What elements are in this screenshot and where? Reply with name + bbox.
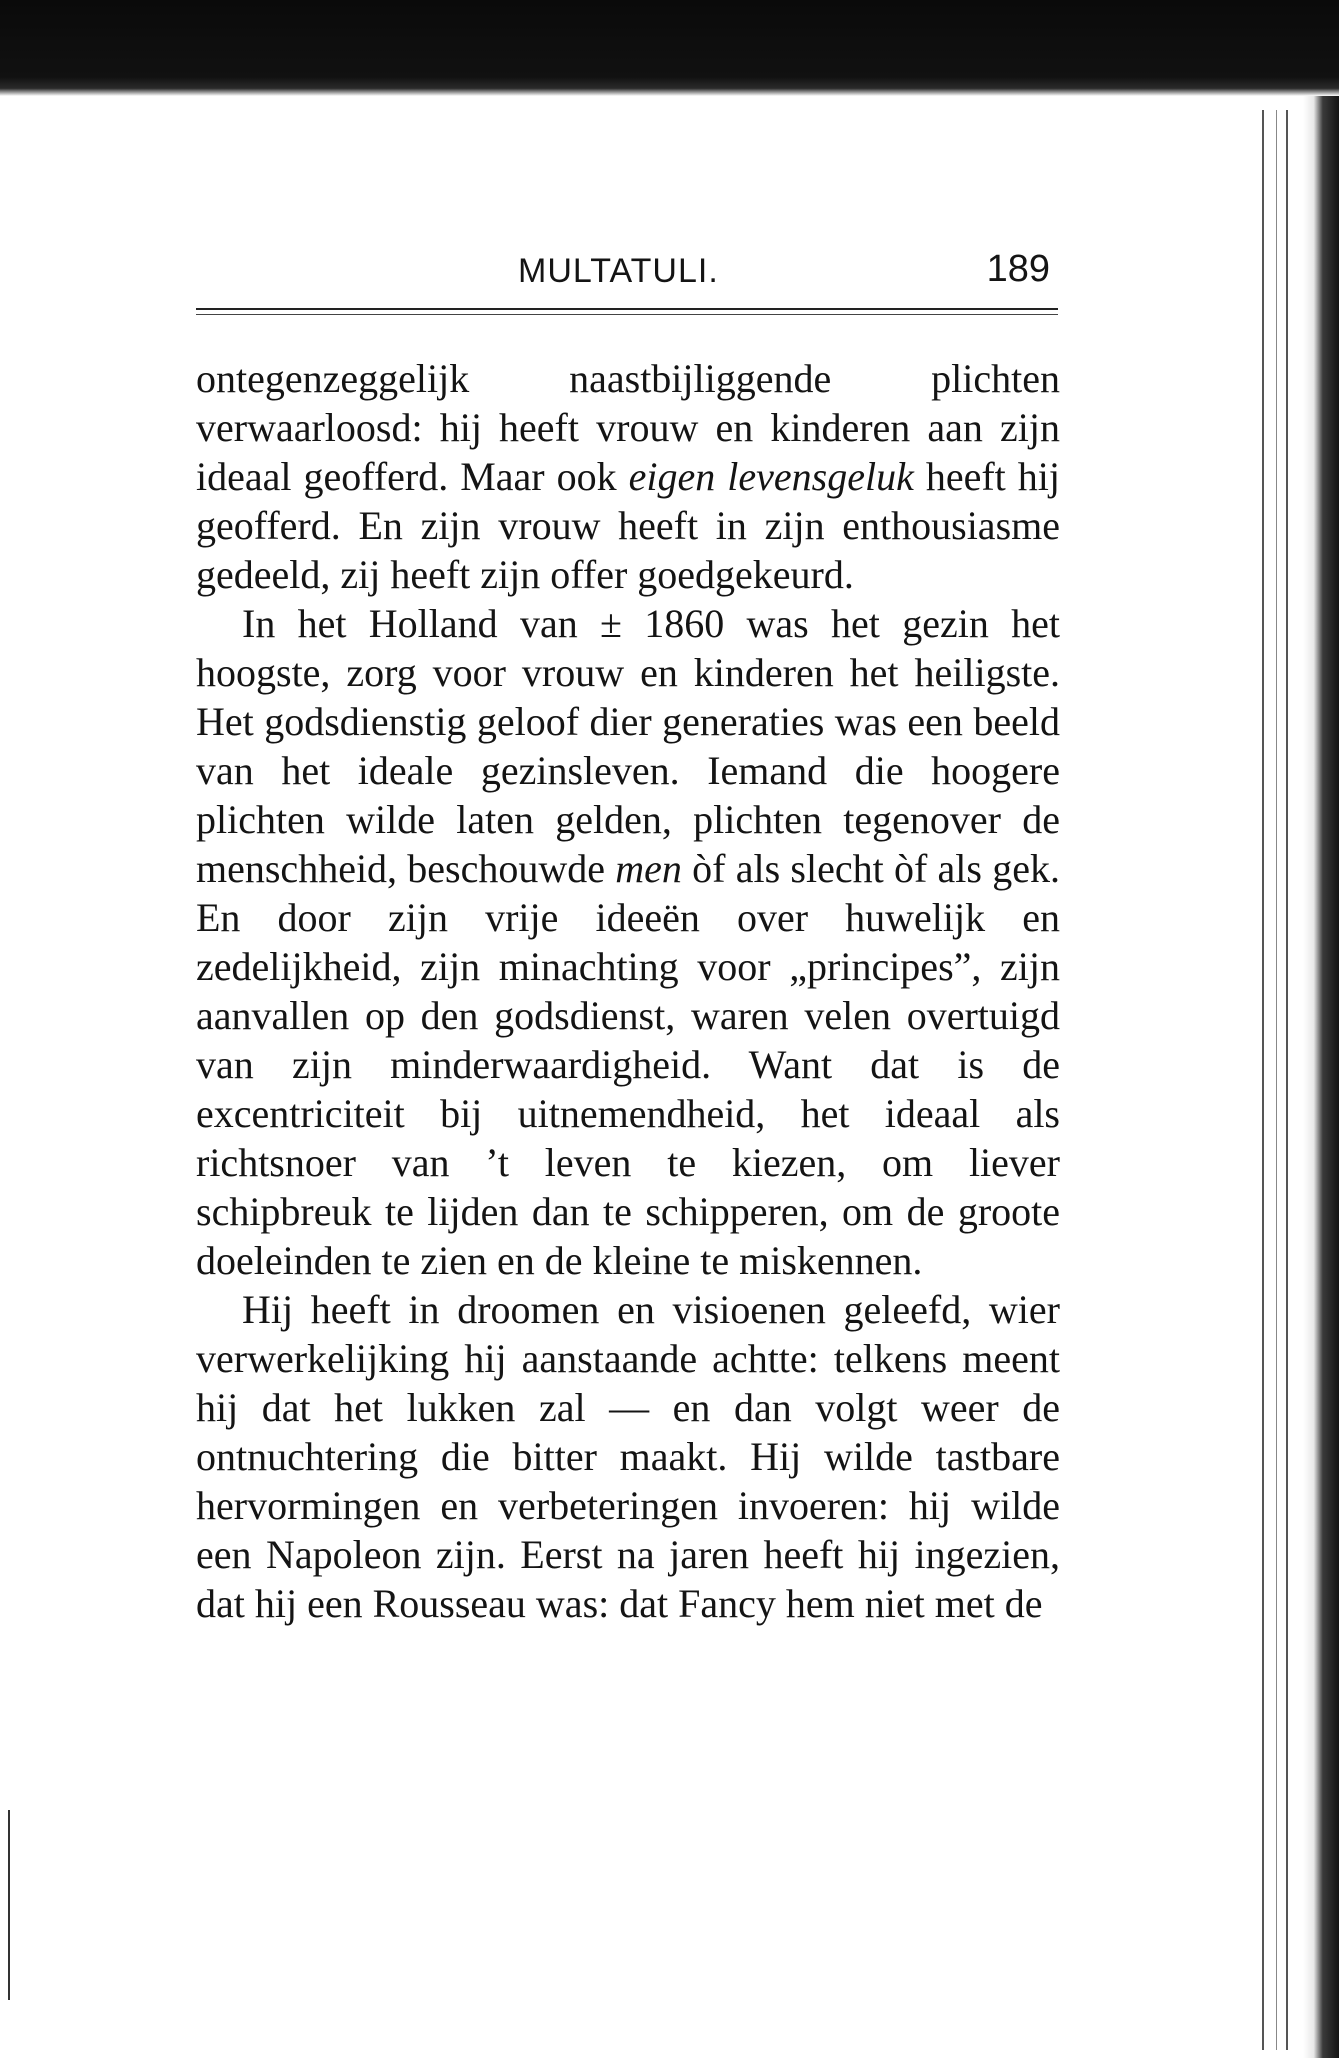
page-edge-line xyxy=(1286,110,1288,2050)
italic-run: men xyxy=(615,846,682,891)
running-title: MULTATULI. xyxy=(518,252,719,290)
italic-run: eigen levensgeluk xyxy=(628,454,914,499)
scan-left-mark xyxy=(8,1810,10,2000)
text-run: Hij heeft in droomen en visioenen geleefd, wier verwerkelijking hij aanstaande achtte: telkens meent hij dat het lukken zal — en dan volgt weer de ontnuchtering die bitter maakt. Hij wilde tastbare hervormingen en verbeteringen invoeren: hij wilde een Napoleon zijn. Eerst na jaren heeft hij ingezien, dat hij een Rousseau was: dat Fancy hem niet met de xyxy=(196,1287,1060,1626)
text-run: òf als slecht òf als gek. En door zijn vrije ideeën over huwelijk en zedelijkheid, zijn minachting voor „principes”, zijn aanvallen op den godsdienst, waren velen overtuigd van zijn minderwaardigheid. Want dat is de excentriciteit bij uitnemendheid, het ideaal als richtsnoer van ’t leven te kiezen, om liever schipbreuk te lijden dan te schipperen, om de groote doeleinden te zien en de kleine te miskennen. xyxy=(196,846,1060,1283)
scan-top-border xyxy=(0,0,1339,96)
paragraph-3 xyxy=(196,1285,1060,1628)
paragraph-2 xyxy=(196,599,1060,1285)
page-edge-line xyxy=(1262,110,1264,2050)
body-text xyxy=(196,354,1060,1628)
paragraph-1 xyxy=(196,354,1060,599)
page-edge-line xyxy=(1276,110,1277,2050)
header-rule xyxy=(196,308,1058,315)
page-header xyxy=(196,248,1060,300)
page-number: 189 xyxy=(986,248,1050,290)
text-run: ontegenzeggelijk naastbijliggende plichten verwaarloosd: hij heeft vrouw en kinderen aan zijn ideaal geofferd. Maar ook xyxy=(196,356,1060,499)
text-run: heeft hij geofferd. En zijn vrouw heeft in zijn enthousiasme gedeeld, zij heeft zijn offer goedgekeurd. xyxy=(196,454,1060,597)
scan-right-edge xyxy=(1303,96,1339,2058)
text-run: In het Holland van ± 1860 was het gezin het hoogste, zorg voor vrouw en kinderen het heiligste. Het godsdienstig geloof dier generaties was een beeld van het ideale gezinsleven. Iemand die hoogere plichten wilde laten gelden, plichten tegenover de menschheid, beschouwde xyxy=(196,601,1060,891)
